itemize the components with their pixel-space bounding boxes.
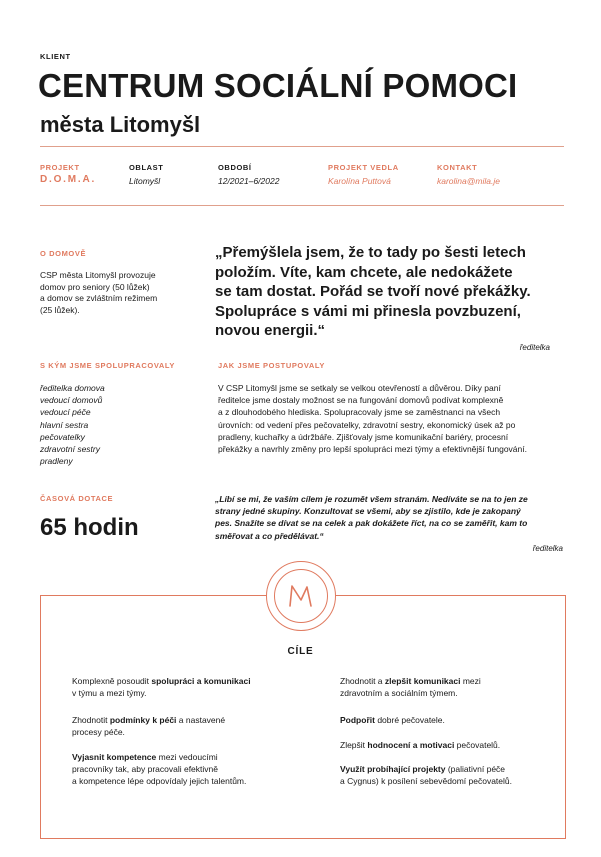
goal-text: Zhodnotit a (340, 676, 385, 686)
approach-line: ředitelce jsme dostaly možnost se na fungování domovů podívat komplexně (218, 395, 504, 406)
goal-text: dobré pečovatele. (374, 715, 445, 725)
approach-label: JAK JSME POSTUPOVALY (218, 361, 326, 370)
goal-emphasis: hodnocení a motivaci (367, 740, 455, 750)
goal-text: (paliativní péče (445, 764, 506, 774)
meta-contact-email[interactable]: karolina@mila.je (437, 176, 500, 186)
quote-main-author: ředitelka (519, 343, 550, 352)
goal-emphasis: Využít probíhající projekty (340, 764, 446, 774)
goal-item (72, 715, 322, 739)
time-value: 65 hodin (40, 514, 139, 541)
partners-list (40, 382, 105, 467)
approach-line: V CSP Litomyšl jsme se setkaly se velkou otevřeností a důvěrou. Díky paní (218, 383, 501, 393)
meta-lead-value: Karolína Puttová (328, 176, 391, 186)
partner-item: pečovatelky (40, 431, 85, 442)
partner-item: vedoucí péče (40, 407, 91, 418)
goal-item (340, 676, 555, 700)
meta-period (218, 163, 279, 187)
meta-period-value: 12/2021–6/2022 (218, 176, 280, 186)
about-line: domov pro seniory (50 lůžek) (40, 281, 150, 292)
meta-area-label: OBLAST (129, 163, 164, 172)
divider-top (40, 146, 564, 147)
page-subtitle: města Litomyšl (40, 112, 201, 137)
about-text (40, 270, 210, 316)
quote-secondary-line: pes. Snažíte se dívat se na celek a pak dokážete říct, na co se zaměřit, kam to (215, 518, 528, 529)
quote-main-line: Spolupráce s vámi mi přinesla povzbuzení, (215, 302, 521, 320)
client-label: KLIENT (40, 52, 71, 61)
partner-item: vedoucí domovů (40, 395, 103, 406)
goal-text: Zhodnotit (72, 715, 110, 725)
goal-item (340, 715, 555, 727)
quote-main (215, 243, 565, 341)
partner-item: pradleny (40, 456, 73, 467)
goal-text: Komplexně posoudit (72, 676, 152, 686)
divider-meta (40, 205, 564, 206)
goals-title: CÍLE (287, 646, 314, 657)
goal-emphasis: spolupráci a komunikaci (151, 676, 251, 686)
goal-text: Zlepšit (340, 740, 368, 750)
meta-contact (437, 163, 500, 187)
goal-text: a Cygnus) k posílení sebevědomí pečovatelů. (340, 775, 512, 786)
partner-item: zdravotní sestry (40, 444, 100, 455)
goal-item (340, 740, 555, 752)
approach-line: úrovních: od vedení přes pečovatelky, zdravotní sestry, ekonomický úsek až po (218, 419, 516, 430)
goal-text: zdravotním a sociálním týmem. (340, 687, 458, 698)
meta-contact-label: KONTAKT (437, 163, 478, 172)
meta-area-value: Litomyšl (129, 176, 161, 186)
meta-period-label: OBDOBÍ (218, 163, 252, 172)
quote-secondary-line: směřovat a co předělávat.“ (215, 530, 324, 541)
quote-main-line: „Přemýšlela jsem, že to tady po šesti letech (215, 244, 526, 261)
goal-emphasis: Podpořit (340, 715, 375, 725)
partner-item: hlavní sestra (40, 419, 89, 430)
partners-label: S KÝM JSME SPOLUPRACOVALY (40, 361, 176, 370)
quote-secondary (215, 493, 565, 542)
about-line: a domov se zvláštním režimem (40, 293, 158, 303)
goal-emphasis: Vyjasnit kompetence (72, 752, 157, 762)
quote-main-line: novou energii.“ (215, 322, 326, 340)
mila-logo-icon (267, 562, 335, 630)
meta-project-label: PROJEKT (40, 163, 80, 172)
quote-secondary-line: strany jedné skupiny. Konzultovat se všemi, aby se zjistilo, kde je zakopaný (215, 506, 521, 517)
goal-text: procesy péče. (72, 726, 125, 737)
quote-secondary-line: „Líbí se mi, že vaším cílem je rozumět všem stranám. Nedíváte se na to jen ze (215, 494, 528, 504)
time-label: ČASOVÁ DOTACE (40, 494, 114, 503)
logo-badge (266, 561, 336, 631)
meta-lead (328, 163, 399, 187)
goal-text: mezi (460, 676, 481, 686)
approach-line: překážky a navrhly změny pro lepší spolupráci mezi týmy a efektivnější fungování. (218, 444, 527, 455)
goal-item (72, 676, 322, 700)
quote-main-line: položím. Víte, kam chcete, ale nedokážete (215, 263, 513, 281)
partner-item: ředitelka domova (40, 383, 105, 393)
goal-text: mezi vedoucími (156, 752, 218, 762)
goal-text: pracovníky tak, aby pracovali efektivně (72, 763, 218, 774)
goal-item (72, 752, 322, 787)
approach-text (218, 382, 568, 455)
goal-emphasis: podmínky k péči (109, 715, 177, 725)
meta-project-value: D.O.M.A. (40, 174, 97, 185)
goal-text: a kompetence lépe odpovídaly jejich talentům. (72, 775, 247, 786)
goal-text: v týmu a mezi týmy. (72, 687, 147, 698)
meta-lead-label: PROJEKT VEDLA (328, 163, 399, 172)
quote-secondary-author: ředitelka (532, 544, 563, 553)
quote-main-line: se tam dostat. Pořád se tvoří nové překážky. (215, 283, 531, 301)
about-label: O DOMOVĚ (40, 249, 87, 258)
approach-line: pradleny, kuchařky a údržbáře. Zjišťovaly jsme komunikační bariéry, procesní (218, 431, 509, 442)
page-title: CENTRUM SOCIÁLNÍ POMOCI (38, 67, 518, 104)
meta-project (40, 163, 96, 185)
about-line: CSP města Litomyšl provozuje (40, 270, 156, 280)
goal-item (340, 764, 555, 788)
goal-emphasis: zlepšit komunikaci (384, 676, 461, 686)
goal-text: pečovatelů. (454, 740, 501, 750)
goal-text: a nastavené (176, 715, 226, 725)
meta-area (129, 163, 163, 187)
about-line: (25 lůžek). (40, 304, 80, 315)
approach-line: a z dlouhodobého hlediska. Spolupracovaly jsme se zaměstnanci na všech (218, 407, 501, 418)
